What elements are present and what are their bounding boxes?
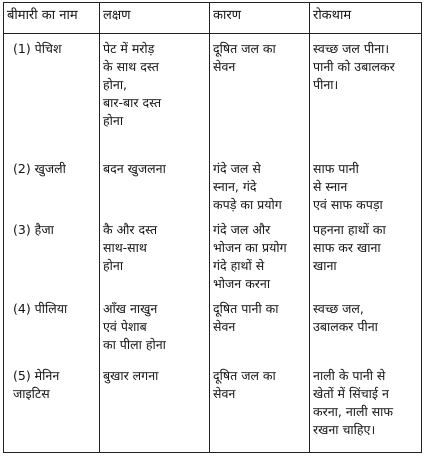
- symptoms-cell: कै और दस्त साथ-साथ होना: [103, 221, 158, 273]
- symptoms-cell: पेट में मरोड़ के साथ दस्त होना, बार-बार दस्त होना: [103, 41, 162, 128]
- disease-name: (1) पेचिश: [13, 41, 62, 56]
- header-symptoms: लक्षण: [100, 3, 210, 34]
- disease-table: [3, 2, 422, 453]
- disease-name: (2) खुजली: [13, 160, 66, 176]
- header-cause: कारण: [210, 3, 310, 34]
- table-header-row: [4, 3, 422, 34]
- prevention-cell: स्वच्छ जल पीना। पानी को उबालकर पीना।: [313, 41, 395, 92]
- prevention-cell: स्वच्छ जल, उबालकर पीना: [313, 300, 378, 334]
- cause-cell: दूषित जल का सेवन: [213, 367, 276, 401]
- header-prevention: रोकथाम: [310, 3, 422, 34]
- symptoms-cell: आँख नाखुन एवं पेशाब का पीला होना: [103, 300, 166, 352]
- cause-cell: दूषित जल का सेवन: [213, 41, 276, 74]
- disease-name: (5) मेनिन जाइटिस: [13, 367, 60, 401]
- prevention-cell: साफ पानी से स्नान एवं साफ कपड़ा: [313, 160, 383, 212]
- prevention-cell: नाली के पानी से खेतों में सिंचाई न करना, नाली साफ रखना चाहिए।: [313, 367, 394, 437]
- cause-cell: दूषित पानी का सेवन: [213, 300, 279, 334]
- table-row: [4, 361, 422, 453]
- table-row: [4, 215, 422, 294]
- prevention-cell: पहनना हाथों का साफ कर खाना खाना: [313, 221, 386, 273]
- symptoms-cell: बदन खुजलना: [103, 160, 166, 176]
- table-row: [4, 34, 422, 154]
- cause-cell: गंदे जल से स्नान, गंदे कपड़े का प्रयोग: [213, 160, 282, 212]
- cause-cell: गंदे जल और भोजन का प्रयोग गंदे हाथों से भोजन करना: [213, 221, 287, 291]
- table-row: [4, 154, 422, 215]
- symptoms-cell: बुखार लगना: [103, 367, 159, 383]
- header-disease-name: बीमारी का नाम: [4, 3, 100, 34]
- disease-name: (4) पीलिया: [13, 300, 68, 316]
- table-row: [4, 294, 422, 361]
- disease-name: (3) हैजा: [13, 221, 54, 237]
